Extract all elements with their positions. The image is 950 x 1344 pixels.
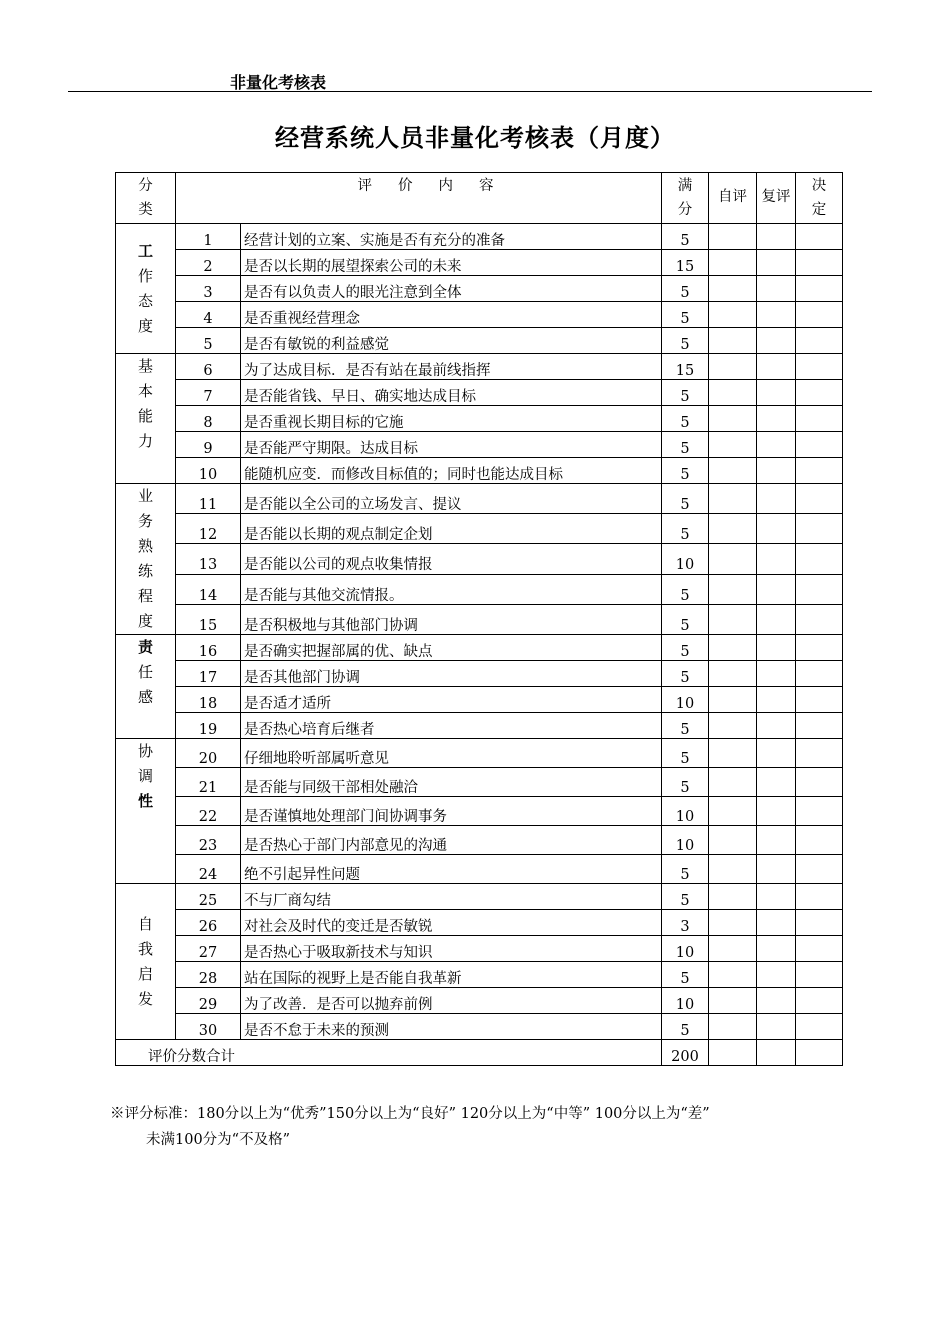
- item-number: 22: [176, 797, 241, 826]
- item-max-score: 10: [662, 936, 709, 962]
- category-cell: [116, 884, 176, 1040]
- item-number: 14: [176, 574, 241, 604]
- item-number: 21: [176, 768, 241, 797]
- item-max-score: 5: [662, 328, 709, 354]
- item-number: 19: [176, 713, 241, 739]
- review-cell: [757, 768, 796, 797]
- item-text: 是否能与其他交流情报。: [241, 574, 662, 604]
- decision-cell: [796, 458, 843, 484]
- scoring-note-line2: 未满100分为“不及格”: [146, 1132, 291, 1148]
- table-row: [116, 962, 843, 988]
- header-content: 评价内容: [176, 173, 662, 224]
- item-max-score: 5: [662, 635, 709, 661]
- review-cell: [757, 910, 796, 936]
- decision-cell: [796, 380, 843, 406]
- item-max-score: 10: [662, 544, 709, 574]
- item-text: 经营计划的立案、实施是否有充分的准备: [241, 224, 662, 250]
- item-max-score: 3: [662, 910, 709, 936]
- review-cell: [757, 328, 796, 354]
- self-eval-cell: [709, 224, 757, 250]
- item-max-score: 5: [662, 514, 709, 544]
- item-text: 是否能与同级干部相处融洽: [241, 768, 662, 797]
- self-eval-cell: [709, 826, 757, 855]
- decision-cell: [796, 661, 843, 687]
- total-row: [116, 1040, 843, 1066]
- decision-cell: [796, 713, 843, 739]
- item-max-score: 15: [662, 250, 709, 276]
- evaluation-table: [115, 172, 843, 1066]
- table-row: [116, 1014, 843, 1040]
- self-eval-cell: [709, 354, 757, 380]
- header-self-eval: 自评: [709, 173, 757, 224]
- decision-cell: [796, 514, 843, 544]
- decision-cell: [796, 328, 843, 354]
- table-row: [116, 276, 843, 302]
- self-eval-cell: [709, 544, 757, 574]
- review-cell: [757, 354, 796, 380]
- table-row: [116, 739, 843, 768]
- table-row: [116, 484, 843, 514]
- table-row: [116, 635, 843, 661]
- scoring-note-line1: ※评分标准：180分以上为“优秀”150分以上为“良好” 120分以上为“中等” 100分以上为“差”: [110, 1106, 710, 1122]
- decision-cell: [796, 484, 843, 514]
- item-text: 是否重视经营理念: [241, 302, 662, 328]
- decision-cell: [796, 936, 843, 962]
- self-eval-cell: [709, 988, 757, 1014]
- decision-cell: [796, 797, 843, 826]
- item-text: 为了改善．是否可以抛弃前例: [241, 988, 662, 1014]
- self-eval-cell: [709, 406, 757, 432]
- item-text: 是否能以长期的观点制定企划: [241, 514, 662, 544]
- decision-cell: [796, 574, 843, 604]
- item-number: 1: [176, 224, 241, 250]
- decision-cell: [796, 432, 843, 458]
- table-row: [116, 224, 843, 250]
- item-number: 16: [176, 635, 241, 661]
- review-cell: [757, 224, 796, 250]
- item-text: 是否有以负责人的眼光注意到全体: [241, 276, 662, 302]
- review-cell: [757, 661, 796, 687]
- item-number: 12: [176, 514, 241, 544]
- table-row: [116, 574, 843, 604]
- item-max-score: 5: [662, 604, 709, 634]
- item-text: 是否积极地与其他部门协调: [241, 604, 662, 634]
- table-row: [116, 768, 843, 797]
- review-cell: [757, 797, 796, 826]
- review-cell: [757, 432, 796, 458]
- review-cell: [757, 855, 796, 884]
- item-max-score: 5: [662, 224, 709, 250]
- item-number: 2: [176, 250, 241, 276]
- item-text: 是否能以全公司的立场发言、提议: [241, 484, 662, 514]
- category-label: 协调性: [138, 742, 154, 810]
- self-eval-cell: [709, 328, 757, 354]
- table-row: [116, 328, 843, 354]
- item-max-score: 5: [662, 739, 709, 768]
- table-row: [116, 988, 843, 1014]
- item-number: 9: [176, 432, 241, 458]
- review-cell: [757, 604, 796, 634]
- item-number: 17: [176, 661, 241, 687]
- scoring-note: [110, 1101, 710, 1153]
- item-text: 是否其他部门协调: [241, 661, 662, 687]
- decision-cell: [796, 962, 843, 988]
- self-eval-cell: [709, 713, 757, 739]
- item-text: 绝不引起异性问题: [241, 855, 662, 884]
- self-eval-cell: [709, 432, 757, 458]
- item-number: 6: [176, 354, 241, 380]
- review-cell: [757, 458, 796, 484]
- decision-cell: [796, 884, 843, 910]
- self-eval-cell: [709, 661, 757, 687]
- item-max-score: 5: [662, 302, 709, 328]
- item-number: 10: [176, 458, 241, 484]
- category-label: 业务熟练程度: [138, 487, 154, 630]
- item-number: 4: [176, 302, 241, 328]
- item-max-score: 10: [662, 687, 709, 713]
- item-text: 是否热心于部门内部意见的沟通: [241, 826, 662, 855]
- self-eval-cell: [709, 910, 757, 936]
- item-text: 为了达成目标．是否有站在最前线指挥: [241, 354, 662, 380]
- decision-cell: [796, 604, 843, 634]
- item-max-score: 5: [662, 855, 709, 884]
- item-max-score: 5: [662, 432, 709, 458]
- decision-cell: [796, 768, 843, 797]
- item-number: 3: [176, 276, 241, 302]
- item-text: 对社会及时代的变迁是否敏锐: [241, 910, 662, 936]
- decision-cell: [796, 354, 843, 380]
- review-cell: [757, 276, 796, 302]
- table-row: [116, 687, 843, 713]
- review-cell: [757, 687, 796, 713]
- decision-cell: [796, 826, 843, 855]
- item-max-score: 5: [662, 484, 709, 514]
- item-text: 是否能省钱、早日、确实地达成目标: [241, 380, 662, 406]
- item-text: 是否重视长期目标的它施: [241, 406, 662, 432]
- review-cell: [757, 1014, 796, 1040]
- self-eval-cell: [709, 739, 757, 768]
- item-max-score: 10: [662, 826, 709, 855]
- review-cell: [757, 713, 796, 739]
- document-title: 经营系统人员非量化考核表（月度）: [275, 124, 675, 152]
- item-text: 是否不怠于未来的预测: [241, 1014, 662, 1040]
- review-cell: [757, 380, 796, 406]
- item-number: 27: [176, 936, 241, 962]
- item-text: 是否适才适所: [241, 687, 662, 713]
- table-row: [116, 514, 843, 544]
- table-header-row: [116, 173, 843, 224]
- item-max-score: 5: [662, 380, 709, 406]
- header-category: 分类: [116, 173, 176, 224]
- self-eval-total-cell: [709, 1040, 757, 1066]
- table-row: [116, 855, 843, 884]
- table-row: [116, 544, 843, 574]
- decision-cell: [796, 406, 843, 432]
- item-text: 是否以长期的展望探索公司的未来: [241, 250, 662, 276]
- item-number: 24: [176, 855, 241, 884]
- item-number: 26: [176, 910, 241, 936]
- decision-cell: [796, 1014, 843, 1040]
- item-max-score: 5: [662, 661, 709, 687]
- item-number: 29: [176, 988, 241, 1014]
- category-label: 责任感: [138, 638, 154, 706]
- item-max-score: 5: [662, 574, 709, 604]
- decision-cell: [796, 302, 843, 328]
- item-number: 8: [176, 406, 241, 432]
- self-eval-cell: [709, 302, 757, 328]
- table-row: [116, 604, 843, 634]
- self-eval-cell: [709, 1014, 757, 1040]
- review-cell: [757, 250, 796, 276]
- item-max-score: 5: [662, 1014, 709, 1040]
- self-eval-cell: [709, 884, 757, 910]
- self-eval-cell: [709, 604, 757, 634]
- item-number: 23: [176, 826, 241, 855]
- table-row: [116, 797, 843, 826]
- total-score: 200: [662, 1040, 709, 1066]
- category-cell: [116, 354, 176, 484]
- table-row: [116, 936, 843, 962]
- table-row: [116, 380, 843, 406]
- category-label: 基本能力: [138, 357, 154, 450]
- self-eval-cell: [709, 574, 757, 604]
- review-cell: [757, 514, 796, 544]
- item-number: 30: [176, 1014, 241, 1040]
- self-eval-cell: [709, 458, 757, 484]
- item-number: 28: [176, 962, 241, 988]
- item-max-score: 5: [662, 276, 709, 302]
- decision-total-cell: [796, 1040, 843, 1066]
- table-row: [116, 250, 843, 276]
- self-eval-cell: [709, 768, 757, 797]
- review-cell: [757, 884, 796, 910]
- self-eval-cell: [709, 484, 757, 514]
- review-total-cell: [757, 1040, 796, 1066]
- item-max-score: 5: [662, 713, 709, 739]
- item-number: 11: [176, 484, 241, 514]
- item-text: 是否谨慎地处理部门间协调事务: [241, 797, 662, 826]
- item-number: 25: [176, 884, 241, 910]
- self-eval-cell: [709, 936, 757, 962]
- review-cell: [757, 936, 796, 962]
- item-number: 5: [176, 328, 241, 354]
- table-row: [116, 884, 843, 910]
- table-row: [116, 910, 843, 936]
- item-max-score: 5: [662, 458, 709, 484]
- item-max-score: 5: [662, 962, 709, 988]
- self-eval-cell: [709, 250, 757, 276]
- category-cell: [116, 224, 176, 354]
- review-cell: [757, 574, 796, 604]
- decision-cell: [796, 910, 843, 936]
- item-text: 是否有敏锐的利益感觉: [241, 328, 662, 354]
- review-cell: [757, 635, 796, 661]
- decision-cell: [796, 739, 843, 768]
- item-max-score: 5: [662, 768, 709, 797]
- decision-cell: [796, 635, 843, 661]
- review-cell: [757, 544, 796, 574]
- item-max-score: 15: [662, 354, 709, 380]
- self-eval-cell: [709, 635, 757, 661]
- item-number: 20: [176, 739, 241, 768]
- decision-cell: [796, 544, 843, 574]
- item-text: 是否能以公司的观点收集情报: [241, 544, 662, 574]
- item-number: 15: [176, 604, 241, 634]
- review-cell: [757, 484, 796, 514]
- item-text: 能随机应变．而修改目标值的；同时也能达成目标: [241, 458, 662, 484]
- self-eval-cell: [709, 962, 757, 988]
- decision-cell: [796, 276, 843, 302]
- item-text: 是否热心培育后继者: [241, 713, 662, 739]
- review-cell: [757, 406, 796, 432]
- item-text: 站在国际的视野上是否能自我革新: [241, 962, 662, 988]
- table-row: [116, 826, 843, 855]
- review-cell: [757, 962, 796, 988]
- category-label: 工作态度: [138, 241, 154, 335]
- decision-cell: [796, 988, 843, 1014]
- table-row: [116, 406, 843, 432]
- item-text: 不与厂商勾结: [241, 884, 662, 910]
- item-max-score: 5: [662, 884, 709, 910]
- table-row: [116, 302, 843, 328]
- decision-cell: [796, 855, 843, 884]
- self-eval-cell: [709, 276, 757, 302]
- item-text: 是否热心于吸取新技术与知识: [241, 936, 662, 962]
- table-row: [116, 458, 843, 484]
- category-cell: [116, 635, 176, 739]
- page-header-title: 非量化考核表: [230, 73, 327, 92]
- item-number: 18: [176, 687, 241, 713]
- item-max-score: 10: [662, 797, 709, 826]
- total-label: 评价分数合计: [116, 1040, 662, 1066]
- header-max-score: 满分: [662, 173, 709, 224]
- item-text: 仔细地聆听部属听意见: [241, 739, 662, 768]
- category-label: 自我启发: [138, 914, 154, 1008]
- header-rule: [68, 91, 872, 92]
- header-decision: 决定: [796, 173, 843, 224]
- category-cell: [116, 739, 176, 884]
- table-row: [116, 354, 843, 380]
- self-eval-cell: [709, 855, 757, 884]
- decision-cell: [796, 250, 843, 276]
- decision-cell: [796, 687, 843, 713]
- self-eval-cell: [709, 797, 757, 826]
- header-review: 复评: [757, 173, 796, 224]
- item-number: 13: [176, 544, 241, 574]
- item-text: 是否能严守期限。达成目标: [241, 432, 662, 458]
- review-cell: [757, 302, 796, 328]
- review-cell: [757, 739, 796, 768]
- self-eval-cell: [709, 380, 757, 406]
- self-eval-cell: [709, 514, 757, 544]
- table-row: [116, 661, 843, 687]
- item-text: 是否确实把握部属的优、缺点: [241, 635, 662, 661]
- review-cell: [757, 826, 796, 855]
- item-number: 7: [176, 380, 241, 406]
- table-row: [116, 432, 843, 458]
- item-max-score: 10: [662, 988, 709, 1014]
- review-cell: [757, 988, 796, 1014]
- decision-cell: [796, 224, 843, 250]
- table-row: [116, 713, 843, 739]
- category-cell: [116, 484, 176, 635]
- item-max-score: 5: [662, 406, 709, 432]
- self-eval-cell: [709, 687, 757, 713]
